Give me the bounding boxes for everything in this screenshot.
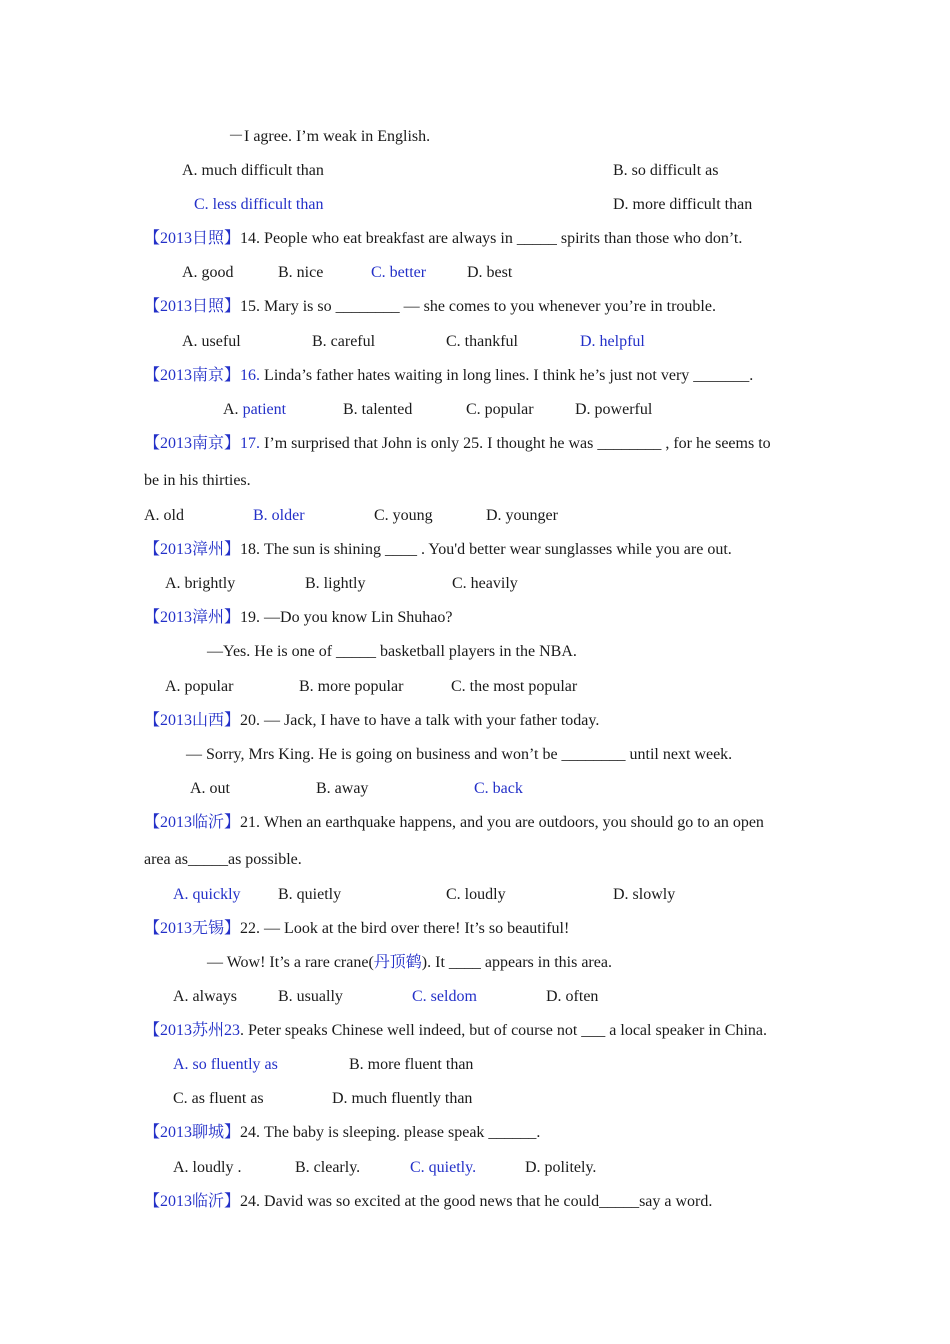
option-d: D. often xyxy=(546,988,599,1005)
question-21: 【2013临沂】21. When an earthquake happens, and you are outdoors, you should go to an open xyxy=(144,814,764,831)
option-b: B. more popular xyxy=(299,678,404,695)
option-b: B. away xyxy=(316,780,369,797)
option-b: B. nice xyxy=(278,264,324,281)
option-a: A. out xyxy=(190,780,230,797)
option-d-answer: D. helpful xyxy=(580,333,645,350)
option-b: B. usually xyxy=(278,988,343,1005)
option-c-answer: C. seldom xyxy=(412,988,477,1005)
dialogue-line: — Wow! It’s a rare crane(丹顶鹤). It ____ appears in this area. xyxy=(207,954,612,971)
question-23: 【2013苏州23. Peter speaks Chinese well indeed, but of course not ___ a local speaker in China. xyxy=(144,1022,767,1039)
question-19: 【2013漳州】19. —Do you know Lin Shuhao? xyxy=(144,609,453,626)
question-20: 【2013山西】20. — Jack, I have to have a talk with your father today. xyxy=(144,712,600,729)
option-d: D. best xyxy=(467,264,513,281)
option-c-answer: C. quietly. xyxy=(410,1159,477,1176)
option-a: A. brightly xyxy=(165,575,236,592)
question-17-cont: be in his thirties. xyxy=(144,472,251,489)
question-17: 【2013南京】17. I’m surprised that John is only 25. I thought he was ________ , for he seems to xyxy=(144,435,771,452)
option-c: C. heavily xyxy=(452,575,518,592)
option-b: B. talented xyxy=(343,401,413,418)
dialogue-line: — Sorry, Mrs King. He is going on business and won’t be ________ until next week. xyxy=(186,746,733,763)
option-a-answer: A. so fluently as xyxy=(173,1056,278,1073)
option-a: A. good xyxy=(182,264,234,281)
option-a-answer: A. patient xyxy=(223,401,287,418)
option-c: C. popular xyxy=(466,401,534,418)
option-c-answer: C. better xyxy=(371,264,427,281)
question-18: 【2013漳州】18. The sun is shining ____ . You'd better wear sunglasses while you are out. xyxy=(144,541,732,558)
dialogue-line: —Yes. He is one of _____ basketball players in the NBA. xyxy=(207,643,577,660)
option-b: B. so difficult as xyxy=(613,162,719,179)
option-d: D. more difficult than xyxy=(613,196,753,213)
option-d: D. powerful xyxy=(575,401,653,418)
option-b: B. more fluent than xyxy=(349,1056,474,1073)
option-c-answer: C. back xyxy=(474,780,523,797)
option-b: B. quietly xyxy=(278,886,342,903)
option-d: D. politely. xyxy=(525,1159,597,1176)
option-c: C. the most popular xyxy=(451,678,578,695)
question-16: 【2013南京】16. Linda’s father hates waiting in long lines. I think he’s just not very _______. xyxy=(144,367,754,384)
option-b: B. lightly xyxy=(305,575,366,592)
option-c: C. loudly xyxy=(446,886,506,903)
option-a: A. loudly . xyxy=(173,1159,242,1176)
option-b-answer: B. older xyxy=(253,507,305,524)
option-d: D. slowly xyxy=(613,886,676,903)
option-a: A. useful xyxy=(182,333,241,350)
option-d: D. younger xyxy=(486,507,558,524)
dialogue-line: －I agree. I’m weak in English. xyxy=(228,128,431,145)
option-a: A. always xyxy=(173,988,237,1005)
option-c: C. as fluent as xyxy=(173,1090,264,1107)
question-21-cont: area as_____as possible. xyxy=(144,851,302,868)
question-15: 【2013日照】15. Mary is so ________ — she comes to you whenever you’re in trouble. xyxy=(144,298,716,315)
option-a: A. old xyxy=(144,507,184,524)
option-b: B. careful xyxy=(312,333,376,350)
option-b: B. clearly. xyxy=(295,1159,361,1176)
option-c-answer: C. less difficult than xyxy=(194,196,324,213)
option-a-answer: A. quickly xyxy=(173,886,241,903)
question-24-b: 【2013临沂】24. David was so excited at the good news that he could_____say a word. xyxy=(144,1193,713,1210)
option-d: D. much fluently than xyxy=(332,1090,473,1107)
option-a: A. popular xyxy=(165,678,234,695)
option-c: C. thankful xyxy=(446,333,518,350)
option-a: A. much difficult than xyxy=(182,162,324,179)
option-c: C. young xyxy=(374,507,433,524)
question-22: 【2013无锡】22. — Look at the bird over there! It’s so beautiful! xyxy=(144,920,570,937)
question-14: 【2013日照】14. People who eat breakfast are always in _____ spirits than those who don’t. xyxy=(144,230,743,247)
question-24: 【2013聊城】24. The baby is sleeping. please speak ______. xyxy=(144,1124,541,1141)
